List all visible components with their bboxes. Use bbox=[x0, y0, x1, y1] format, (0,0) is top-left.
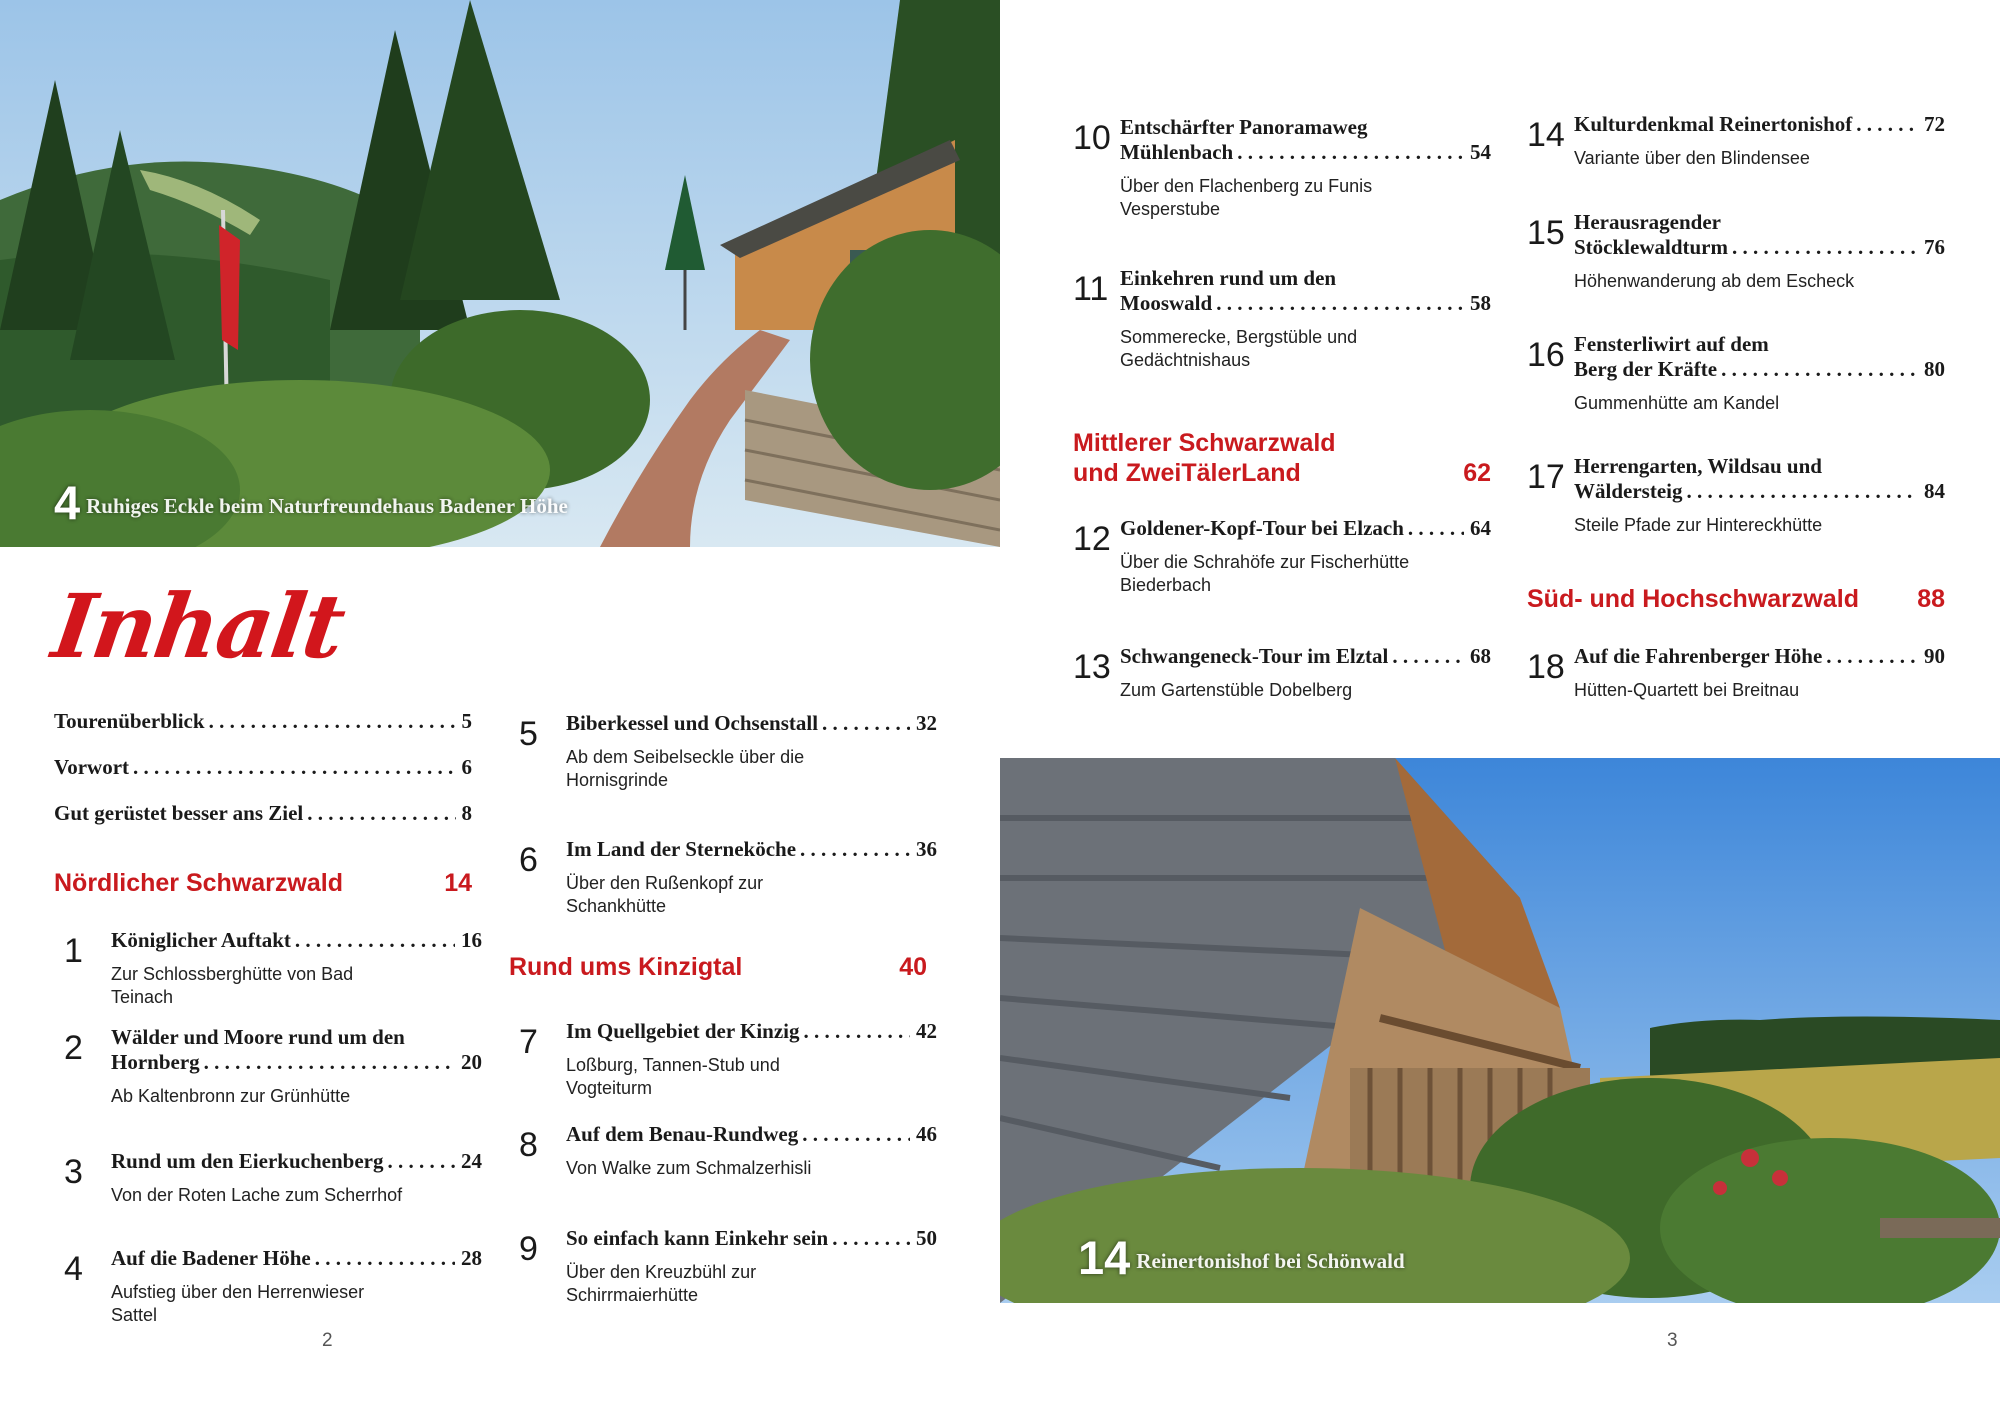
leader-dots bbox=[832, 1226, 910, 1251]
photo-naturfreundehaus bbox=[0, 0, 1000, 547]
section-title bbox=[1073, 428, 1336, 488]
tour-subtitle: Steile Pfade zur Hintereckhütte bbox=[1574, 515, 1823, 535]
section-title: Nördlicher Schwarzwald bbox=[54, 869, 343, 897]
tour-number: 8 bbox=[519, 1126, 538, 1164]
tour-title-line1: Wälder und Moore rund um den bbox=[111, 1025, 405, 1049]
tour-title-line1: Herrengarten, Wildsau und bbox=[1574, 454, 1822, 478]
tour-title: Rund um den Eierkuchenberg bbox=[111, 1149, 384, 1173]
tour-title-line bbox=[111, 1149, 482, 1174]
toc-entry-label: Tourenüberblick bbox=[54, 709, 205, 733]
tour-title: Kulturdenkmal Reinertonishof bbox=[1574, 112, 1853, 136]
leader-dots bbox=[804, 1019, 910, 1044]
tour-title-line bbox=[1574, 112, 1945, 137]
section-title: Süd- und Hochschwarzwald bbox=[1527, 585, 1859, 613]
tour-number: 4 bbox=[64, 1250, 83, 1288]
toc-entry-label: Vorwort bbox=[54, 755, 130, 779]
tour-number: 6 bbox=[519, 841, 538, 879]
section-page: 14 bbox=[444, 869, 472, 897]
tour-title: Mühlenbach bbox=[1120, 140, 1234, 164]
tour-number: 17 bbox=[1527, 458, 1565, 496]
tour-title: Auf die Fahrenberger Höhe bbox=[1574, 644, 1823, 668]
caption-text: Reinertonishof bei Schönwald bbox=[1136, 1249, 1405, 1273]
tour-page: 76 bbox=[1924, 235, 1945, 259]
tour-title: Berg der Kräfte bbox=[1574, 357, 1718, 381]
tour-title-line2 bbox=[1574, 357, 1945, 382]
leader-dots bbox=[1721, 357, 1918, 382]
leader-dots bbox=[1686, 479, 1918, 504]
leader-dots bbox=[209, 709, 456, 734]
tour-subtitle: Variante über den Blindensee bbox=[1574, 148, 1810, 168]
leader-dots bbox=[802, 1122, 910, 1147]
toc-entry-page: 6 bbox=[461, 755, 472, 779]
leader-dots bbox=[1216, 291, 1464, 316]
leader-dots bbox=[822, 711, 910, 736]
section-title-line1: Mittlerer Schwarzwald bbox=[1073, 429, 1336, 457]
leader-dots bbox=[315, 1246, 455, 1271]
tour-title: Biberkessel und Ochsenstall bbox=[566, 711, 819, 735]
tour-number: 10 bbox=[1073, 119, 1111, 157]
leader-dots bbox=[387, 1149, 455, 1174]
toc-entry-gut-geruestet[interactable] bbox=[54, 801, 472, 826]
tour-subtitle: Ab Kaltenbronn zur Grünhütte bbox=[111, 1086, 351, 1106]
tour-title-line bbox=[566, 837, 937, 862]
tour-subtitle: Über den Flachenberg zu Funis Vesperstube bbox=[1120, 176, 1373, 219]
tour-title-line bbox=[566, 1019, 937, 1044]
tour-title-line1: Herausragender bbox=[1574, 210, 1721, 234]
tour-number: 7 bbox=[519, 1023, 538, 1061]
tour-number: 14 bbox=[1527, 116, 1565, 154]
section-title-line2: und ZweiTälerLand bbox=[1073, 459, 1301, 487]
tour-number: 11 bbox=[1073, 270, 1109, 308]
section-page: 62 bbox=[1463, 459, 1491, 487]
page-number-right: 3 bbox=[1667, 1330, 1678, 1351]
tour-subtitle: Höhenwanderung ab dem Escheck bbox=[1574, 271, 1855, 291]
leader-dots bbox=[800, 837, 910, 862]
leader-dots bbox=[204, 1050, 455, 1075]
tour-subtitle: Über den Kreuzbühl zur Schirrmaierhütte bbox=[566, 1262, 757, 1305]
tour-title-line bbox=[1574, 644, 1945, 669]
tour-page: 32 bbox=[916, 711, 937, 735]
tour-subtitle: Gummenhütte am Kandel bbox=[1574, 393, 1780, 413]
tour-title: Wäldersteig bbox=[1574, 479, 1683, 503]
tour-subtitle: Ab dem Seibelseckle über die Hornisgrinde bbox=[566, 747, 805, 790]
section-heading-kinzig[interactable] bbox=[509, 953, 927, 982]
leader-dots bbox=[1408, 516, 1464, 541]
tour-page: 90 bbox=[1924, 644, 1945, 668]
tour-number: 16 bbox=[1527, 336, 1565, 374]
tour-title: Königlicher Auftakt bbox=[111, 928, 291, 952]
tour-title-line bbox=[566, 1226, 937, 1251]
tour-title: Goldener-Kopf-Tour bei Elzach bbox=[1120, 516, 1404, 540]
tour-title-line2 bbox=[1120, 140, 1491, 165]
tour-title-line1: Entschärfter Panoramaweg bbox=[1120, 115, 1368, 139]
leader-dots bbox=[1856, 112, 1918, 137]
tour-number: 9 bbox=[519, 1230, 538, 1268]
leader-dots bbox=[295, 928, 455, 953]
page-number-left: 2 bbox=[322, 1330, 333, 1351]
tour-page: 54 bbox=[1470, 140, 1491, 164]
tour-title-line2 bbox=[111, 1050, 482, 1075]
tour-page: 24 bbox=[461, 1149, 482, 1173]
toc-entry-tourenueberblick[interactable] bbox=[54, 709, 472, 734]
tour-page: 72 bbox=[1924, 112, 1945, 136]
tour-title: Im Land der Sterneköche bbox=[566, 837, 797, 861]
leader-dots bbox=[133, 755, 455, 780]
tour-title-line1: Einkehren rund um den bbox=[1120, 266, 1337, 290]
tour-title: Im Quellgebiet der Kinzig bbox=[566, 1019, 800, 1043]
tour-title: Hornberg bbox=[111, 1050, 200, 1074]
tour-subtitle: Aufstieg über den Herrenwieser Sattel bbox=[111, 1282, 365, 1325]
leader-dots bbox=[1826, 644, 1918, 669]
tour-title: Auf die Badener Höhe bbox=[111, 1246, 311, 1270]
tour-number: 2 bbox=[64, 1029, 83, 1067]
tour-page: 58 bbox=[1470, 291, 1491, 315]
caption-number: 14 bbox=[1078, 1231, 1131, 1284]
tour-number: 13 bbox=[1073, 648, 1111, 686]
section-heading-mittel[interactable] bbox=[1073, 428, 1491, 488]
toc-entry-label: Gut gerüstet besser ans Ziel bbox=[54, 801, 304, 825]
caption-text: Ruhiges Eckle beim Naturfreundehaus Badener Höhe bbox=[86, 494, 568, 518]
toc-entry-page: 5 bbox=[461, 709, 472, 733]
tour-page: 80 bbox=[1924, 357, 1945, 381]
toc-entry-vorwort[interactable] bbox=[54, 755, 472, 780]
tour-title-line bbox=[566, 711, 937, 736]
tour-page: 42 bbox=[916, 1019, 937, 1043]
tour-page: 68 bbox=[1470, 644, 1491, 668]
tour-subtitle: Zur Schlossberghütte von Bad Teinach bbox=[111, 964, 354, 1007]
tour-subtitle: Sommerecke, Bergstüble und Gedächtnishaus bbox=[1120, 327, 1358, 370]
tour-page: 20 bbox=[461, 1050, 482, 1074]
tour-title-line bbox=[1120, 644, 1491, 669]
tour-number: 1 bbox=[64, 932, 83, 970]
leader-dots bbox=[1392, 644, 1464, 669]
tour-page: 50 bbox=[916, 1226, 937, 1250]
tour-title-line bbox=[111, 1246, 482, 1271]
tour-subtitle: Von Walke zum Schmalzerhisli bbox=[566, 1158, 812, 1178]
photo-reinertonishof bbox=[1000, 758, 2000, 1303]
leader-dots bbox=[307, 801, 455, 826]
tour-number: 18 bbox=[1527, 648, 1565, 686]
tour-subtitle: Über die Schrahöfe zur Fischerhütte Biederbach bbox=[1120, 552, 1410, 595]
tour-number: 5 bbox=[519, 715, 538, 753]
tour-title-line2 bbox=[1120, 291, 1491, 316]
section-heading-sued[interactable] bbox=[1527, 585, 1945, 614]
section-heading-nord[interactable] bbox=[54, 869, 472, 898]
section-page: 88 bbox=[1917, 585, 1945, 613]
tour-number: 15 bbox=[1527, 214, 1565, 252]
page-title: Inhalt bbox=[46, 574, 350, 678]
tour-subtitle: Loßburg, Tannen-Stub und Vogteiturm bbox=[566, 1055, 780, 1098]
tour-title: Auf dem Benau-Rundweg bbox=[566, 1122, 799, 1146]
tour-page: 16 bbox=[461, 928, 482, 952]
leader-dots bbox=[1732, 235, 1918, 260]
tour-title-line bbox=[111, 928, 482, 953]
tour-subtitle: Von der Roten Lache zum Scherrhof bbox=[111, 1185, 403, 1205]
tour-title-line1: Fensterliwirt auf dem bbox=[1574, 332, 1769, 356]
tour-title: Stöcklewaldturm bbox=[1574, 235, 1728, 259]
tour-number: 3 bbox=[64, 1153, 83, 1191]
tour-subtitle: Hütten-Quartett bei Breitnau bbox=[1574, 680, 1800, 700]
toc-entry-page: 8 bbox=[461, 801, 472, 825]
tour-page: 64 bbox=[1470, 516, 1491, 540]
tour-title-line2 bbox=[1574, 479, 1945, 504]
tour-number: 12 bbox=[1073, 520, 1111, 558]
photo-caption-bottom bbox=[1078, 1230, 1405, 1285]
tour-title-line bbox=[1120, 516, 1491, 541]
tour-title-line2 bbox=[1574, 235, 1945, 260]
tour-subtitle: Zum Gartenstüble Dobelberg bbox=[1120, 680, 1353, 700]
tour-page: 46 bbox=[916, 1122, 937, 1146]
leader-dots bbox=[1237, 140, 1464, 165]
tour-subtitle: Über den Rußenkopf zur Schankhütte bbox=[566, 873, 764, 916]
tour-page: 36 bbox=[916, 837, 937, 861]
section-page: 40 bbox=[899, 953, 927, 981]
tour-title: Schwangeneck-Tour im Elztal bbox=[1120, 644, 1389, 668]
tour-title: So einfach kann Einkehr sein bbox=[566, 1226, 829, 1250]
tour-title-line bbox=[566, 1122, 937, 1147]
tour-page: 28 bbox=[461, 1246, 482, 1270]
photo-caption-top bbox=[54, 475, 568, 530]
tour-title: Mooswald bbox=[1120, 291, 1213, 315]
tour-page: 84 bbox=[1924, 479, 1945, 503]
section-title: Rund ums Kinzigtal bbox=[509, 953, 743, 981]
caption-number: 4 bbox=[54, 476, 81, 529]
